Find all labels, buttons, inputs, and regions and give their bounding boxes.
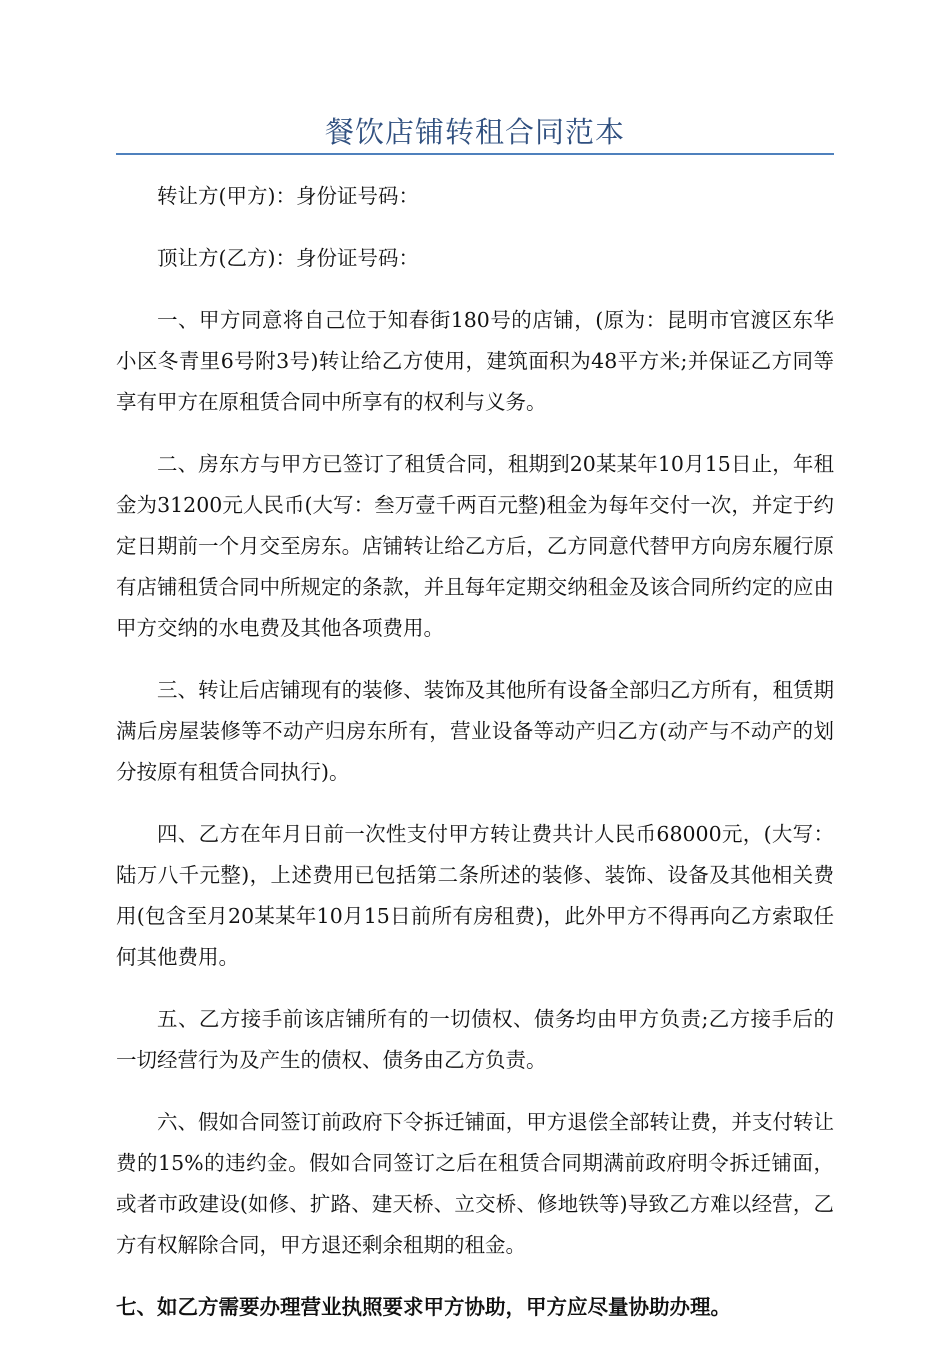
document-title: 餐饮店铺转租合同范本 bbox=[324, 115, 625, 149]
clause-1: 一、甲方同意将自己位于知春街180号的店铺，(原为：昆明市官渡区东华小区冬青里6号附3号)转让给乙方使用，建筑面积为48平方米;并保证乙方同等享有甲方在原租赁合同中所享有的权利与义务。 bbox=[116, 308, 834, 414]
clause-7: 七、如乙方需要办理营业执照要求甲方协助，甲方应尽量协助办理。 bbox=[116, 1295, 731, 1319]
clause-5: 五、乙方接手前该店铺所有的一切债权、债务均由甲方负责;乙方接手后的一切经营行为及产生的债权、债务由乙方负责。 bbox=[116, 1007, 834, 1072]
title-underline bbox=[116, 153, 834, 155]
clause-4: 四、乙方在年月日前一次性支付甲方转让费共计人民币68000元，(大写：陆万八千元整)，上述费用已包括第二条所述的装修、装饰、设备及其他相关费用(包含至月20某某年10月15日前所有房租费)，此外甲方不得再向乙方索取任何其他费用。 bbox=[116, 822, 834, 969]
party-b-line: 顶让方(乙方)：身份证号码： bbox=[157, 246, 419, 270]
party-a-line: 转让方(甲方)：身份证号码： bbox=[157, 184, 419, 208]
document-body bbox=[116, 176, 834, 1349]
clause-2: 二、房东方与甲方已签订了租赁合同，租期到20某某年10月15日止，年租金为31200元人民币(大写：叁万壹千两百元整)租金为每年交付一次，并定于约定日期前一个月交至房东。店铺转让给乙方后，乙方同意代替甲方向房东履行原有店铺租赁合同中所规定的条款，并且每年定期交纳租金及该合同所约定的应由甲方交纳的水电费及其他各项费用。 bbox=[116, 452, 834, 640]
clause-3: 三、转让后店铺现有的装修、装饰及其他所有设备全部归乙方所有，租赁期满后房屋装修等不动产归房东所有，营业设备等动产归乙方(动产与不动产的划分按原有租赁合同执行)。 bbox=[116, 678, 834, 784]
clause-6: 六、假如合同签订前政府下令拆迁铺面，甲方退偿全部转让费，并支付转让费的15%的违约金。假如合同签订之后在租赁合同期满前政府明令拆迁铺面，或者市政建设(如修、扩路、建天桥、立交桥、修地铁等)导致乙方难以经营，乙方有权解除合同，甲方退还剩余租期的租金。 bbox=[116, 1110, 834, 1257]
